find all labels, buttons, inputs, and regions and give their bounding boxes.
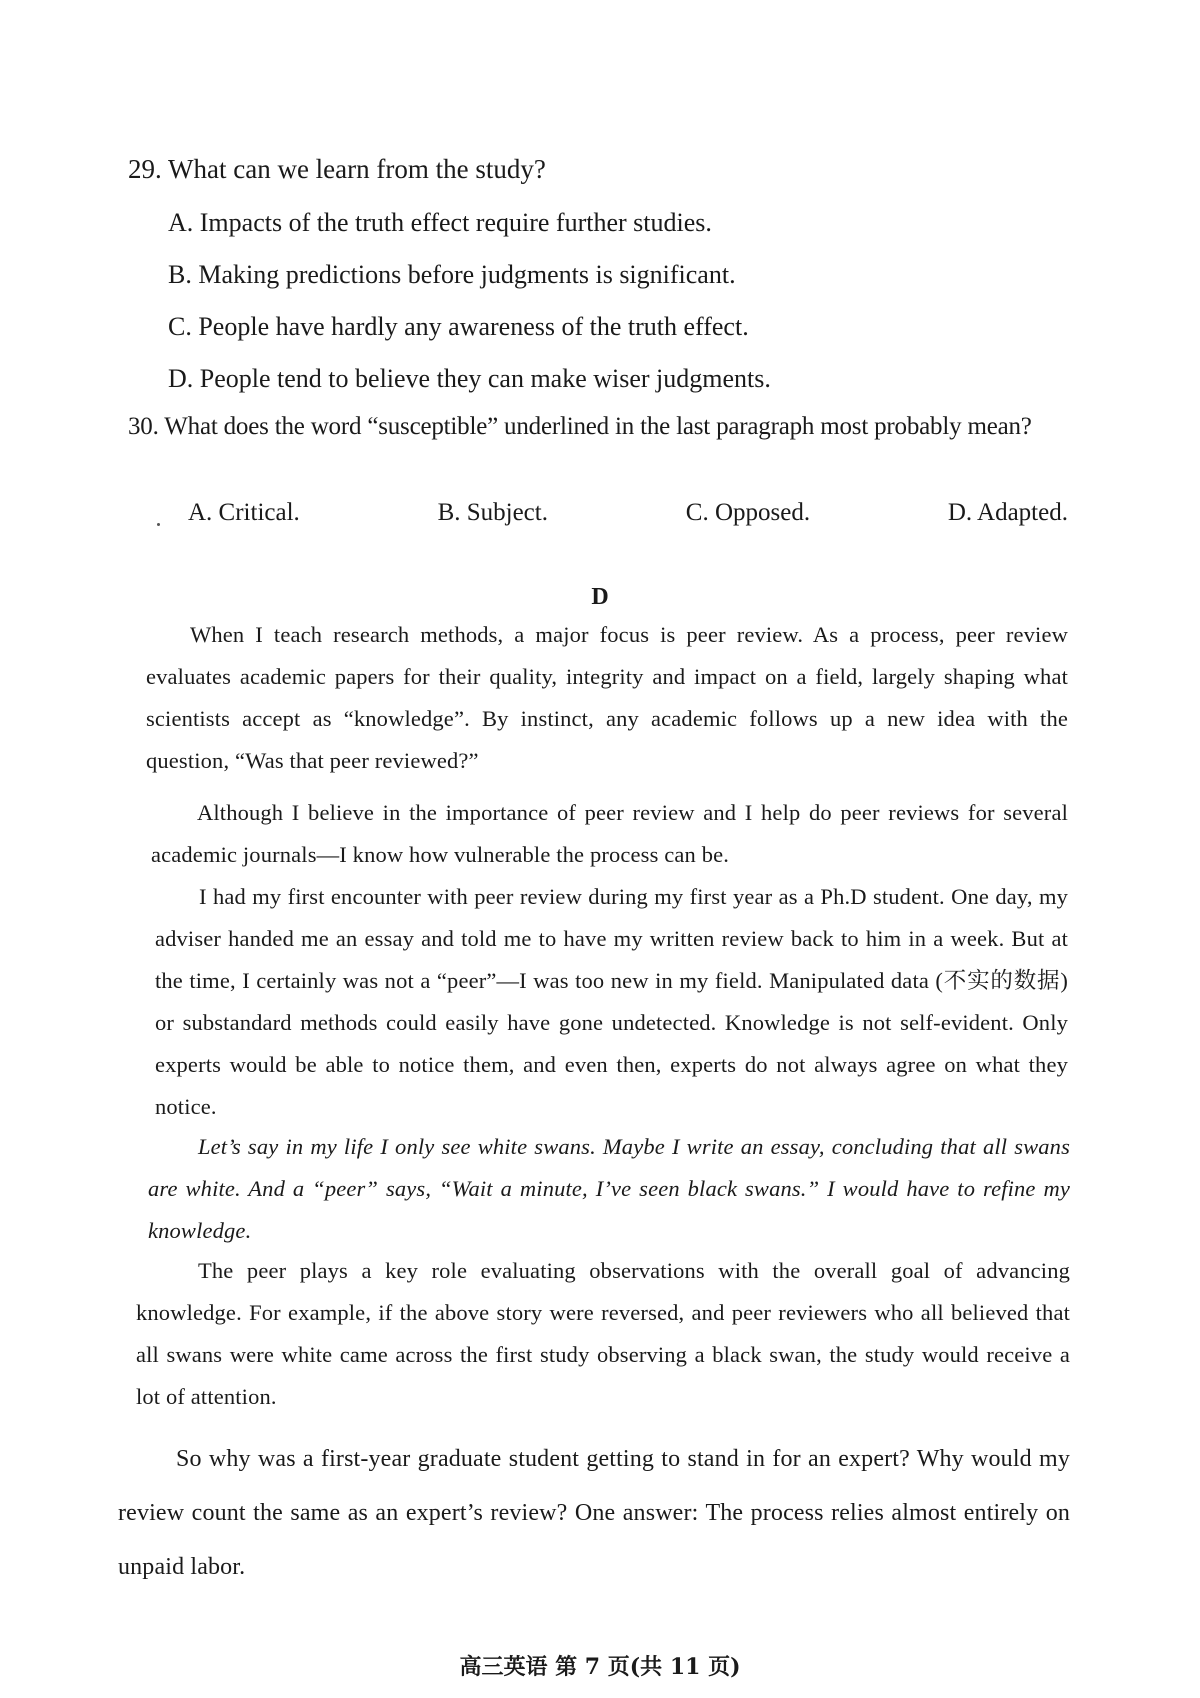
question-29-option-d: D. People tend to believe they can make wiser judgments.	[168, 364, 771, 393]
question-29-option-a: A. Impacts of the truth effect require further studies.	[168, 208, 712, 237]
question-30-option-d: D. Adapted.	[947, 499, 1068, 526]
passage-paragraph-3: I had my first encounter with peer review during my first year as a Ph.D student. One day, my adviser handed me an essay and told me to have my written review back to him in a week. But at the time, I certainly was not a “peer”—I was too new in my field. Manipulated data (不实的数据) or substandard methods could easily have gone undetected. Knowledge is not self-evident. Only experts would be able to notice them, and even then, experts do not always agree on what they notice.	[155, 884, 1068, 1119]
question-30-option-b: B. Subject.	[437, 499, 548, 526]
passage-paragraph-6: So why was a first-year graduate student getting to stand in for an expert? Why would my review count the same as an expert’s review? One answer: The process relies almost entirely on unpaid labor.	[118, 1446, 1070, 1580]
passage-paragraph-4: Let’s say in my life I only see white swans. Maybe I write an essay, concluding that all swans are white. And a “peer” says, “Wait a minute, I’ve seen black swans.” I would have to refine my knowledge.	[148, 1134, 1070, 1243]
question-30-option-a: A. Critical.	[188, 499, 300, 526]
question-30-option-c: C. Opposed.	[685, 499, 811, 526]
passage-paragraph-1: When I teach research methods, a major focus is peer review. As a process, peer review evaluates academic papers for their quality, integrity and impact on a field, largely shaping what scientists accept as “knowledge”. By instinct, any academic follows up a new idea with the question, “Was that peer reviewed?”	[146, 622, 1068, 773]
question-30-options	[188, 496, 1068, 530]
question-29-option-b: B. Making predictions before judgments is significant.	[168, 260, 736, 289]
question-29-stem: 29. What can we learn from the study?	[128, 154, 546, 184]
question-30-stem: 30. What does the word “susceptible” underlined in the last paragraph most probably mean?	[128, 413, 1032, 440]
passage-paragraph-2: Although I believe in the importance of peer review and I help do peer reviews for several academic journals—I know how vulnerable the process can be.	[151, 800, 1068, 867]
page-footer: 高三英语 第 7 页(共 11 页)	[459, 1654, 741, 1680]
question-29-option-c: C. People have hardly any awareness of the truth effect.	[168, 312, 749, 341]
stray-mark	[157, 523, 160, 526]
section-title: D	[591, 584, 609, 610]
passage-paragraph-5: The peer plays a key role evaluating observations with the overall goal of advancing knowledge. For example, if the above story were reversed, and peer reviewers who all believed that all swans were white came across the first study observing a black swan, the study would receive a lot of attention.	[136, 1258, 1070, 1409]
